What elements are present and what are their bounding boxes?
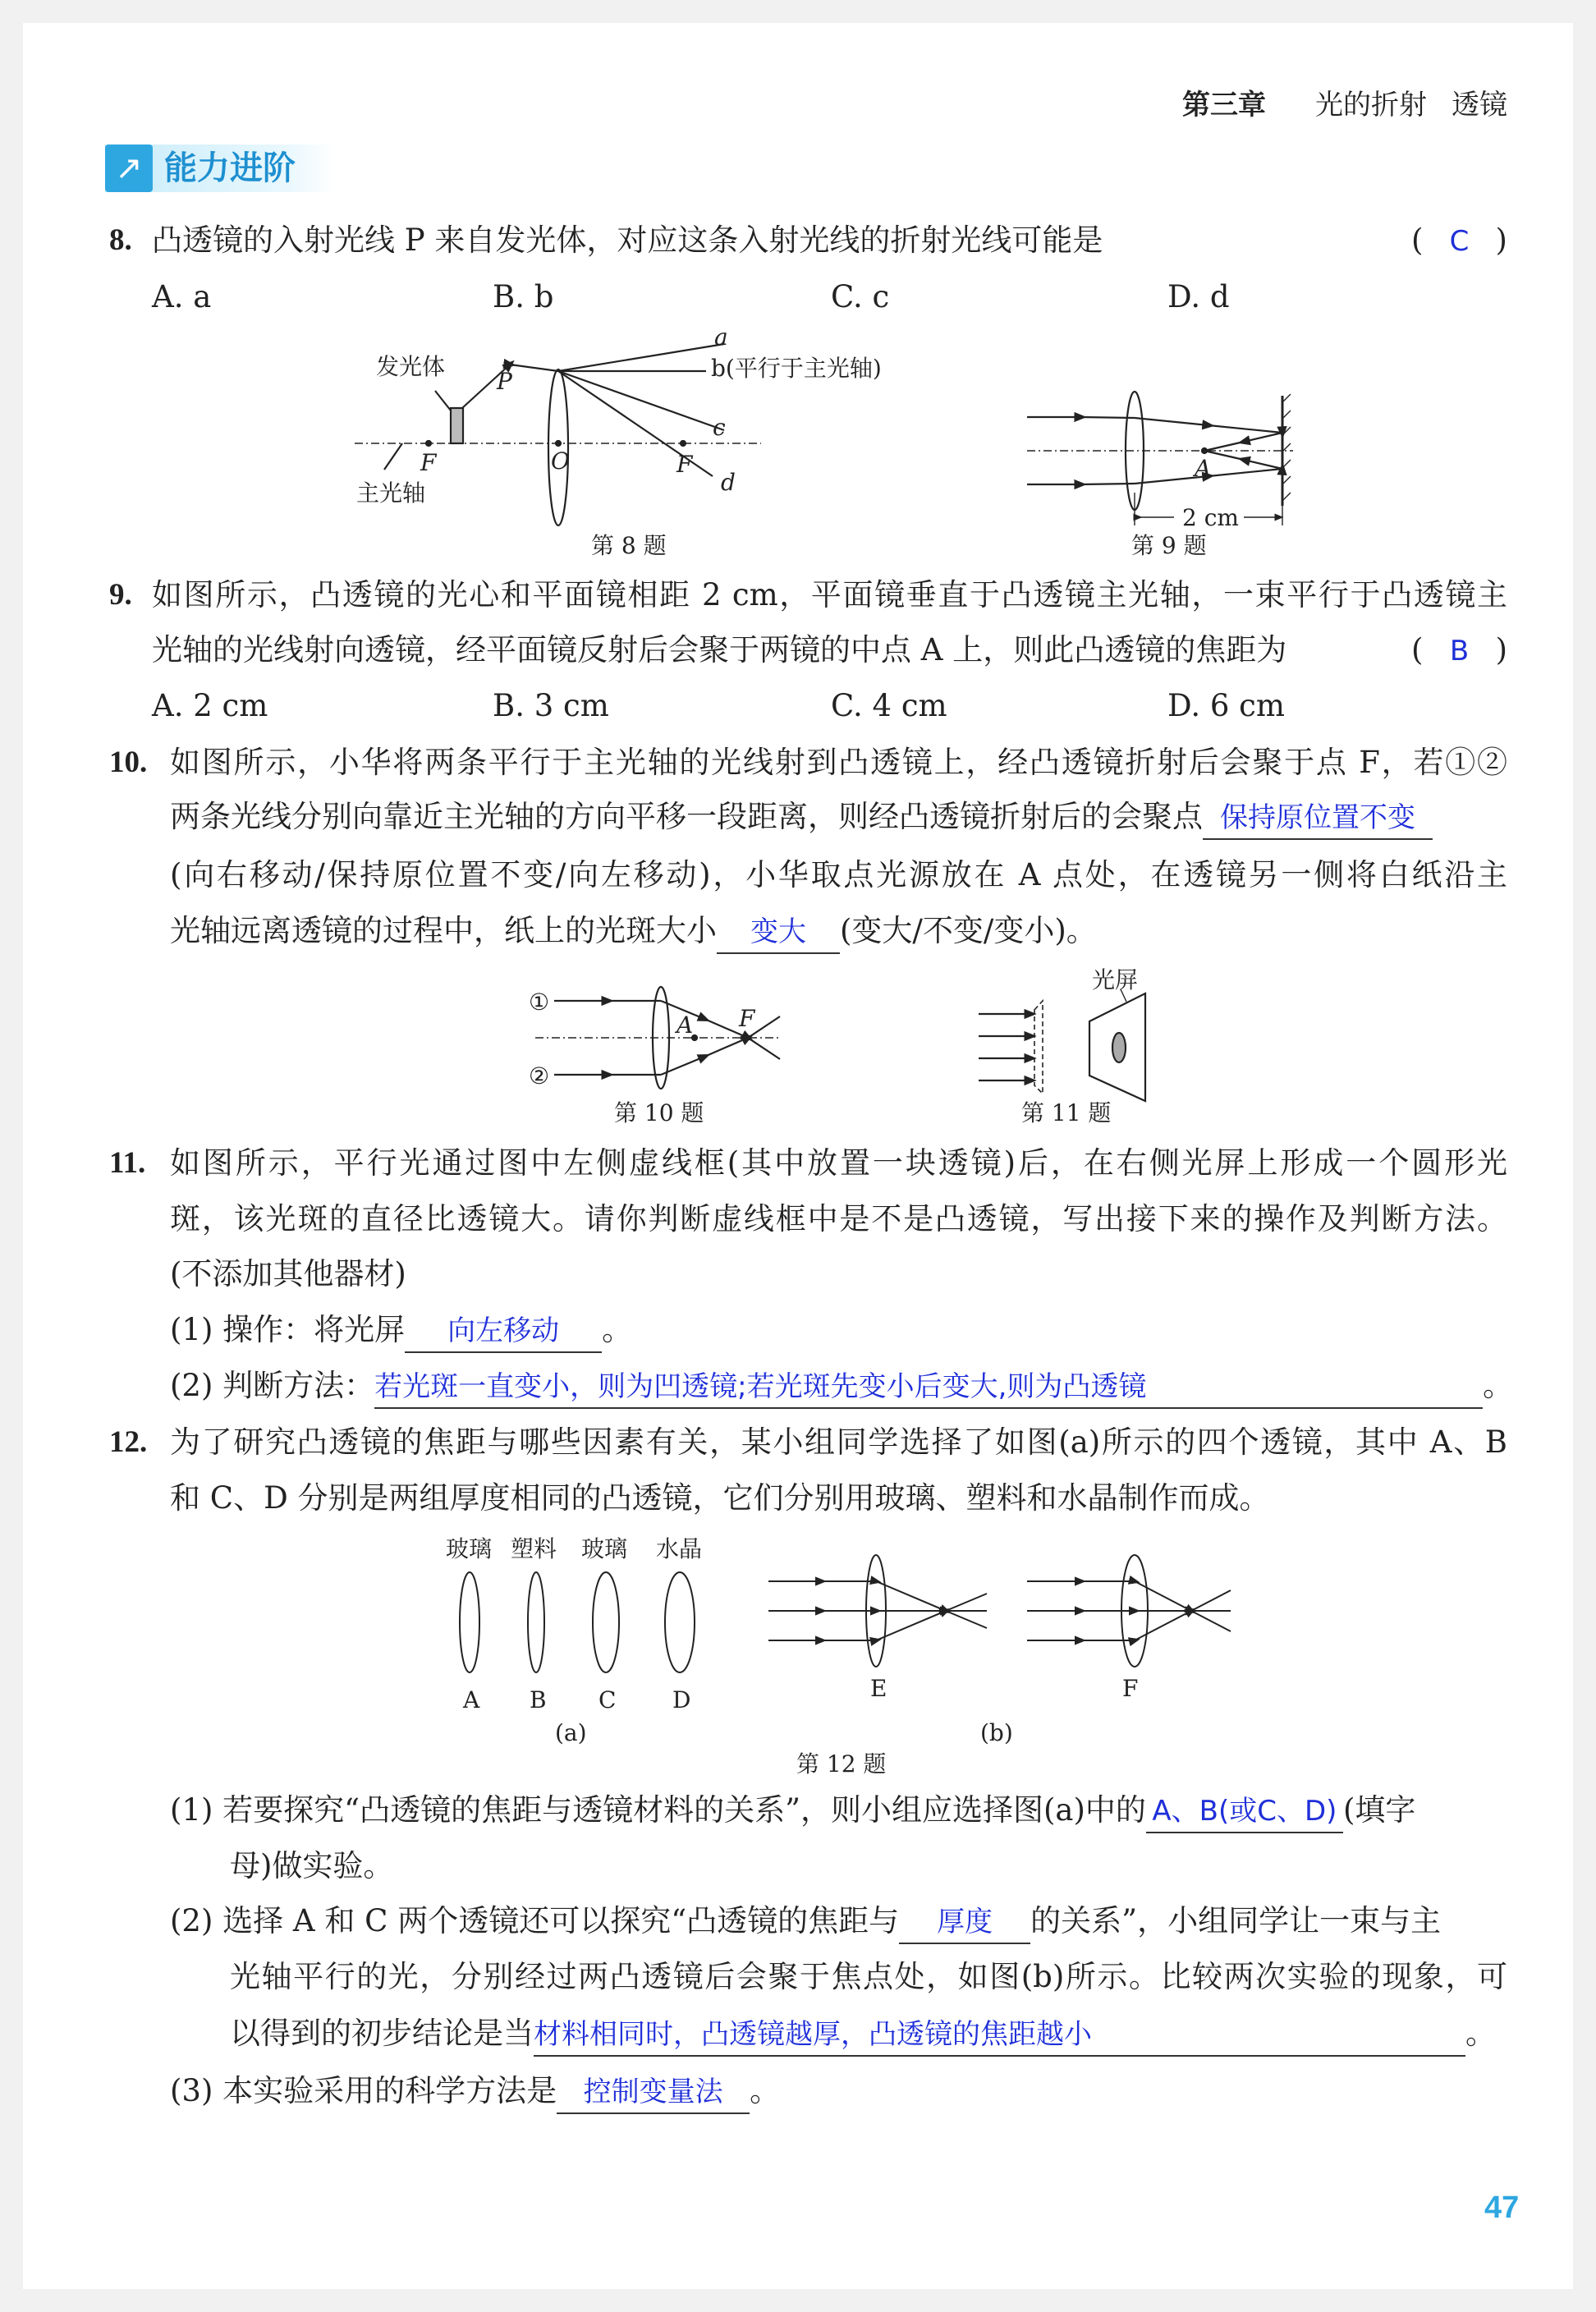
question-text: (不添加其他器材) bbox=[170, 1256, 406, 1291]
text: (填字 bbox=[1342, 1792, 1416, 1828]
lens-label: D bbox=[672, 1686, 691, 1713]
label-a: a bbox=[714, 323, 728, 351]
text: 。 bbox=[750, 2073, 781, 2108]
answer-blank: 材料相同时，凸透镜越厚，凸透镜的焦距越小 bbox=[534, 2014, 1465, 2057]
figure-12-labels bbox=[446, 1535, 1138, 1778]
text: (1) 操作：将光屏 bbox=[170, 1312, 406, 1347]
figure-caption: 第 10 题 bbox=[614, 1099, 704, 1126]
label-f: F bbox=[420, 449, 437, 476]
material-label: 玻璃 bbox=[446, 1535, 493, 1562]
chapter-title: 光的折射 bbox=[1315, 89, 1427, 122]
text: 两条光线分别向靠近主光轴的方向平移一段距离，则经凸透镜折射后的会聚点 bbox=[170, 799, 1203, 834]
figure-9-labels bbox=[1131, 455, 1239, 559]
text: (1) 若要探究“凸透镜的焦距与透镜材料的关系”，则小组应选择图(a)中的 bbox=[170, 1792, 1146, 1828]
lens-label: A bbox=[463, 1686, 480, 1713]
sub-question: 母)做实验。 bbox=[230, 1848, 394, 1883]
answer-blank: 若光斑一直变小，则为凹透镜;若光斑先变小后变大,则为凸透镜 bbox=[374, 1366, 1483, 1409]
material-label: 塑料 bbox=[511, 1535, 557, 1562]
question-text: 凸透镜的入射光线 P 来自发光体，对应这条入射光线的折射光线可能是 bbox=[152, 222, 1103, 258]
figure-9 bbox=[1027, 392, 1293, 525]
text: (3) 本实验采用的科学方法是 bbox=[170, 2073, 557, 2108]
answer-blank: 控制变量法 bbox=[557, 2071, 750, 2114]
figure-11 bbox=[979, 989, 1145, 1101]
question-text: 和 C、D 分别是两组厚度相同的凸透镜，它们分别用玻璃、塑料和水晶制作而成。 bbox=[170, 1480, 1270, 1516]
label-p: P bbox=[497, 368, 512, 395]
dimension-label: 2 cm bbox=[1182, 504, 1239, 531]
lens-label: E bbox=[870, 1675, 887, 1702]
ray-1-label: ① bbox=[529, 989, 550, 1016]
answer-blank: A、B(或C、D) bbox=[1146, 1791, 1343, 1833]
option: A. 2 cm bbox=[152, 688, 268, 723]
text: (变大/不变/变小)。 bbox=[840, 913, 1097, 948]
figure-10-labels bbox=[529, 989, 756, 1126]
question-number: 9. bbox=[109, 578, 132, 612]
text: (2) 判断方法： bbox=[170, 1368, 375, 1403]
option: B. b bbox=[493, 279, 554, 314]
question-text: 为了研究凸透镜的焦距与哪些因素有关，某小组同学选择了如图(a)所示的四个透镜，其中 A、B bbox=[170, 1424, 1507, 1460]
ray-2-label: ② bbox=[529, 1062, 550, 1089]
text: (2) 选择 A 和 C 两个透镜还可以探究“凸透镜的焦距与 bbox=[170, 1903, 900, 1938]
label-a: A bbox=[676, 1012, 694, 1039]
answer-bracket: ( B ) bbox=[1411, 632, 1508, 667]
option: C. c bbox=[831, 279, 890, 314]
option: C. 4 cm bbox=[831, 688, 947, 723]
figure-caption: 第 11 题 bbox=[1021, 1099, 1112, 1126]
figure-12 bbox=[460, 1555, 1231, 1672]
option: D. 6 cm bbox=[1167, 688, 1285, 723]
figure-10 bbox=[535, 987, 780, 1089]
sub-question: 光轴平行的光，分别经过两凸透镜后会聚于焦点处，如图(b)所示。比较两次实验的现象，可 bbox=[230, 1959, 1507, 1994]
answer-blank: 向左移动 bbox=[405, 1310, 602, 1353]
option: B. 3 cm bbox=[493, 688, 609, 723]
answer-blank: 变大 bbox=[717, 911, 840, 954]
answer: B bbox=[1449, 635, 1470, 667]
question-text: 光轴的光线射向透镜，经平面镜反射后会聚于两镜的中点 A 上，则此凸透镜的焦距为 bbox=[152, 632, 1287, 667]
answer-blank: 厚度 bbox=[899, 1901, 1030, 1944]
page-number: 47 bbox=[1484, 2190, 1520, 2225]
question-text: (向右移动/保持原位置不变/向左移动)，小华取点光源放在 A 点处，在透镜另一侧将白纸沿主 bbox=[170, 857, 1507, 892]
chapter-label: 第三章 bbox=[1182, 89, 1266, 122]
label-a: A bbox=[1195, 455, 1212, 482]
question-text: 如图所示，平行光通过图中左侧虚线框(其中放置一块透镜)后，在右侧光屏上形成一个圆形光 bbox=[170, 1145, 1507, 1181]
question-text: 如图所示，小华将两条平行于主光轴的光线射到凸透镜上，经凸透镜折射后会聚于点 F，若①② bbox=[170, 745, 1507, 780]
answer-blank: 保持原位置不变 bbox=[1203, 797, 1433, 840]
subfigure-label: (a) bbox=[555, 1719, 587, 1746]
figure-caption: 第 8 题 bbox=[591, 532, 667, 559]
label-source: 发光体 bbox=[376, 353, 446, 380]
label-b: b(平行于主光轴) bbox=[711, 355, 882, 382]
text: 的关系”，小组同学让一束与主 bbox=[1030, 1903, 1442, 1938]
label-c: c bbox=[713, 414, 726, 441]
question-number: 11. bbox=[109, 1146, 146, 1180]
option: D. d bbox=[1167, 279, 1230, 314]
lens-label: F bbox=[1122, 1675, 1139, 1702]
figure-caption: 第 12 题 bbox=[796, 1750, 887, 1778]
screen-label: 光屏 bbox=[1092, 966, 1139, 993]
text: 。 bbox=[602, 1312, 633, 1347]
label-d: d bbox=[721, 469, 736, 496]
text: 以得到的初步结论是当 bbox=[230, 2016, 534, 2051]
label-axis: 主光轴 bbox=[356, 479, 426, 507]
label-o: O bbox=[551, 447, 570, 475]
question-number: 12. bbox=[109, 1425, 148, 1459]
label-f: F bbox=[739, 1005, 755, 1032]
question-text: 如图所示，凸透镜的光心和平面镜相距 2 cm，平面镜垂直于凸透镜主光轴，一束平行于凸透镜主 bbox=[152, 577, 1507, 612]
material-label: 水晶 bbox=[656, 1535, 703, 1562]
text: 。 bbox=[1483, 1368, 1514, 1403]
answer-bracket: ( C ) bbox=[1411, 222, 1507, 258]
figure-caption: 第 9 题 bbox=[1131, 532, 1207, 559]
figure-8-labels bbox=[356, 323, 882, 559]
text: 。 bbox=[1465, 2016, 1496, 2051]
answer: C bbox=[1449, 225, 1470, 258]
material-label: 玻璃 bbox=[581, 1535, 628, 1562]
question-text: 斑，该光斑的直径比透镜大。请你判断虚线框中是不是凸透镜，写出接下来的操作及判断方法。 bbox=[170, 1201, 1507, 1236]
lens-label: C bbox=[598, 1686, 617, 1713]
question-number: 10. bbox=[109, 745, 148, 779]
question-number: 8. bbox=[109, 223, 132, 257]
lens-label: B bbox=[530, 1686, 547, 1713]
subfigure-label: (b) bbox=[980, 1719, 1013, 1746]
section-title: 能力进阶 bbox=[164, 149, 296, 187]
label-f: F bbox=[676, 451, 693, 478]
option: A. a bbox=[152, 279, 212, 314]
chapter-subtitle: 透镜 bbox=[1452, 89, 1507, 122]
edit-up-icon: ↗ bbox=[105, 144, 153, 192]
text: 光轴远离透镜的过程中，纸上的光斑大小 bbox=[170, 913, 717, 948]
